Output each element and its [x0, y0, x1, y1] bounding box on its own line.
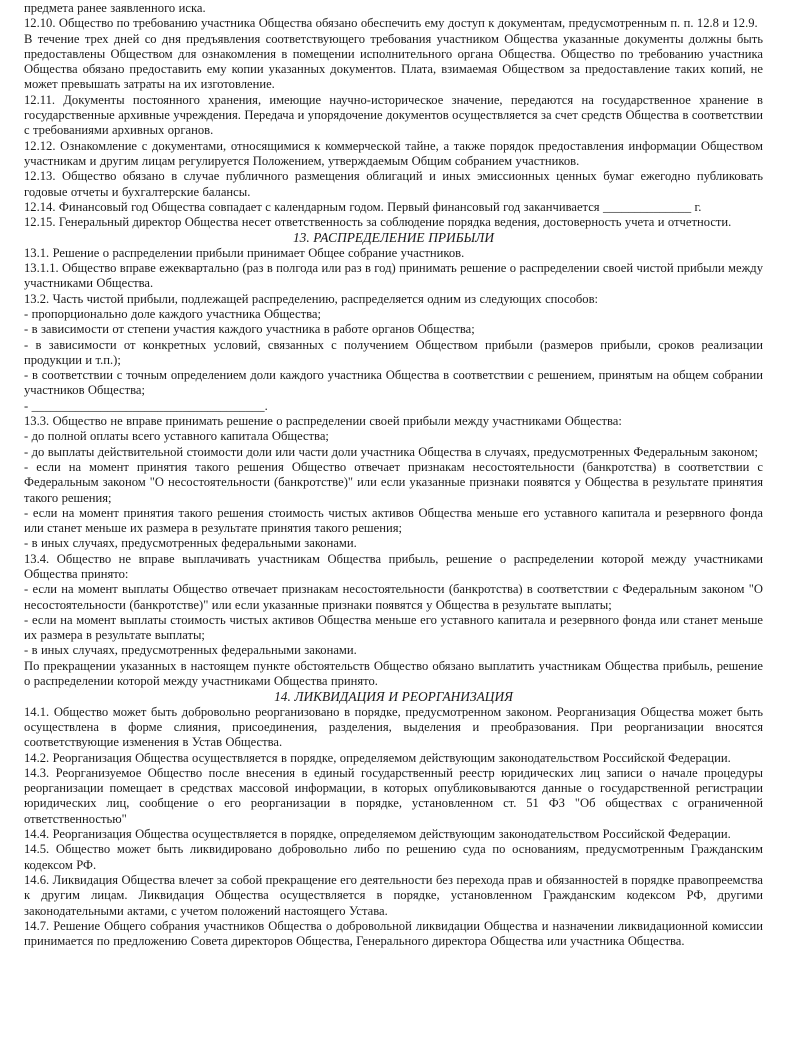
list-item: - в соответствии с точным определением доли каждого участника Общества в соответствии с решением, принятым на общем собрании участников Общества; — [24, 368, 763, 398]
paragraph: 12.12. Ознакомление с документами, относящимися к коммерческой тайне, а также порядок предоставления информации Обществом участникам и другим лицам регулируется Положением, утверждаемым Общим собранием участников. — [24, 138, 763, 168]
list-item: - если на момент выплаты стоимость чистых активов Общества меньше его уставного капитала и резервного фонда или станет меньше их размера в результате выплаты; — [24, 612, 763, 643]
list-item: - если на момент выплаты Общество отвечает признакам несостоятельности (банкротства) в соответствии с Федеральным законом "О несостоятельности (банкротстве)" или если указанные признаки появятся у Общества в результате выплаты; — [24, 582, 763, 612]
list-item: - в иных случаях, предусмотренных федеральными законами. — [24, 536, 357, 551]
paragraph: 12.13. Общество обязано в случае публичного размещения облигаций и иных эмиссионных ценных бумаг ежегодно публиковать годовые отчеты и бухгалтерские балансы. — [24, 169, 763, 199]
paragraph: предмета ранее заявленного иска. — [24, 1, 206, 15]
paragraph: 12.15. Генеральный директор Общества несет ответственность за соблюдение порядка ведения, достоверность учета и отчетности. — [24, 215, 732, 230]
section-heading: 14. ЛИКВИДАЦИЯ И РЕОРГАНИЗАЦИЯ — [274, 689, 513, 705]
paragraph: 12.11. Документы постоянного хранения, имеющие научно-историческое значение, передаются на государственное хранение в государственные архивные учреждения. Передача и упорядочение документов осуществляется за счет средств Общества в соответствии с требованиями архивных органов. — [24, 92, 763, 138]
paragraph: По прекращении указанных в настоящем пункте обстоятельств Общество обязано выплатить участникам Общества прибыль, решение о распределении которой между участниками Общества принято. — [24, 658, 763, 689]
paragraph: 14.3. Реорганизуемое Общество после внесения в единый государственный реестр юридических лиц записи о начале процедуры реорганизации помещает в средствах массовой информации, в которых опубликовываются данные о государственной регистрации юридических лиц, сообщение о его реорганизации в порядке, установленном ст. 51 ФЗ "Об обществах с ограниченной ответственностью" — [24, 765, 763, 826]
paragraph: 14.5. Общество может быть ликвидировано добровольно либо по решению суда по основаниям, предусмотренным Гражданским кодексом РФ. — [24, 842, 763, 872]
list-item: - до выплаты действительной стоимости доли или части доли участника Общества в случаях, предусмотренных Федеральным законом; — [24, 444, 758, 459]
list-item: - пропорционально доле каждого участника Общества; — [24, 306, 322, 321]
paragraph: 12.10. Общество по требованию участника Общества обязано обеспечить ему доступ к документам, предусмотренным п. п. 12.8 и 12.9. — [24, 16, 758, 31]
list-item: - в зависимости от конкретных условий, связанных с получением Обществом прибыли (размеров прибыли, сроков реализации продукции и т.п.); — [24, 337, 763, 367]
paragraph: 14.6. Ликвидация Общества влечет за собой прекращение его деятельности без перехода прав и обязанностей в порядке правопреемства к другим лицам. Ликвидация Общества осуществляется в порядке, установленном Гражданским кодексом РФ, другими законодательными актами, с учетом положений настоящего Устава. — [24, 872, 763, 918]
paragraph: 14.2. Реорганизация Общества осуществляется в порядке, определяемом действующим законодательством Российской Федерации. — [24, 750, 731, 765]
paragraph: 12.14. Финансовый год Общества совпадает с календарным годом. Первый финансовый год заканчивается ______________ г. — [24, 199, 702, 214]
paragraph: В течение трех дней со дня предъявления соответствующего требования участником Общества указанные документы должны быть предоставлены Обществом для ознакомления в помещении исполнительного органа Общества. Общество по требованию участника Общества обязано предоставить ему копии указанных документов. Плата, взимаемая Обществом за предоставление таких копий, не может превышать затраты на их изготовление. — [24, 31, 763, 92]
list-item: - если на момент принятия такого решения Общество отвечает признакам несостоятельности (банкротства) в соответствии с Федеральным законом "О несостоятельности (банкротстве)" или если указанные признаки появятся у Общества в результате принятия такого решения; — [24, 459, 763, 505]
list-item: - в зависимости от степени участия каждого участника в работе органов Общества; — [24, 322, 475, 337]
paragraph: 13.4. Общество не вправе выплачивать участникам Общества прибыль, решение о распределении которой между участниками Общества принято: — [24, 551, 763, 581]
fill-in-blank-line: - _____________________________________. — [24, 398, 268, 413]
section-heading: 13. РАСПРЕДЕЛЕНИЕ ПРИБЫЛИ — [292, 230, 495, 246]
paragraph: 13.3. Общество не вправе принимать решение о распределении своей прибыли между участниками Общества: — [24, 414, 622, 429]
paragraph: 13.1. Решение о распределении прибыли принимает Общее собрание участников. — [24, 245, 465, 260]
list-item: - до полной оплаты всего уставного капитала Общества; — [24, 429, 329, 444]
paragraph: 14.4. Реорганизация Общества осуществляется в порядке, определяемом действующим законодательством Российской Федерации. — [24, 827, 731, 842]
list-item: - в иных случаях, предусмотренных федеральными законами. — [24, 643, 357, 658]
paragraph: 14.7. Решение Общего собрания участников Общества о добровольной ликвидации Общества и назначении ликвидационной комиссии принимается по предложению Совета директоров Общества, Генерального директора Общества или участника Общества. — [24, 918, 763, 949]
list-item: - если на момент принятия такого решения стоимость чистых активов Общества меньше его уставного капитала и резервного фонда или станет меньше их размера в результате принятия такого решения; — [24, 505, 763, 536]
paragraph: 14.1. Общество может быть добровольно реорганизовано в порядке, предусмотренном законом. Реорганизация Общества может быть осуществлена в форме слияния, присоединения, разделения, выделения и преобразования. При реорганизации вносятся соответствующие изменения в Устав Общества. — [24, 704, 763, 750]
paragraph: 13.1.1. Общество вправе ежеквартально (раз в полгода или раз в год) принимать решение о распределении своей чистой прибыли между участниками Общества. — [24, 261, 764, 291]
paragraph: 13.2. Часть чистой прибыли, подлежащей распределению, распределяется одним из следующих способов: — [24, 291, 599, 306]
